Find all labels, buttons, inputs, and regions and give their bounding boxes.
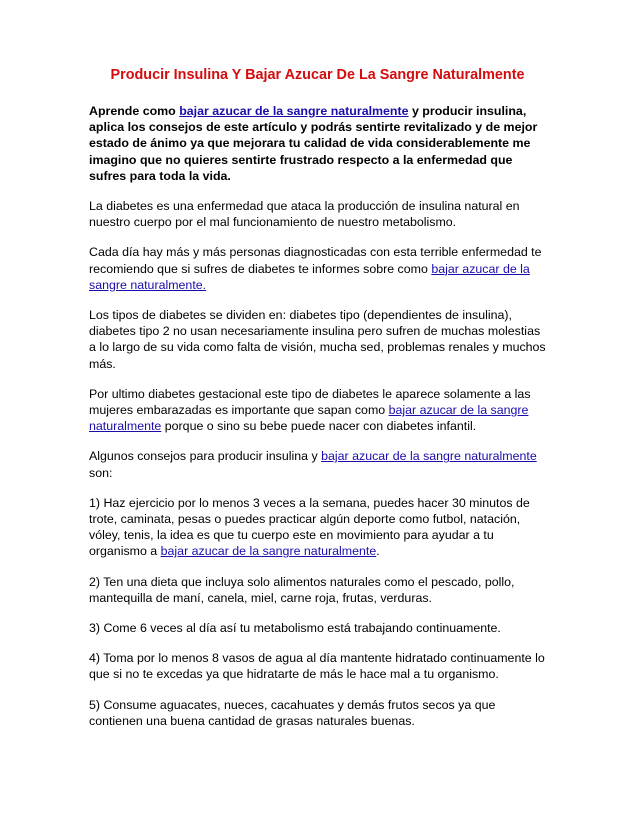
paragraph-text: Por ultimo diabetes gestacional este tipo de diabetes le aparece solamente a las mujeres embarazadas es importante que sapan como [89,386,531,418]
gestational-paragraph [89,386,546,435]
tip-2-paragraph [89,574,546,606]
tip-5-paragraph [89,697,546,729]
blood-sugar-link[interactable]: bajar azucar de la sangre naturalmente [321,449,537,464]
paragraph-text: 1) Haz ejercicio por lo menos 3 veces a la semana, puedes hacer 30 minutos de trote, caminata, pesas o puedes practicar algún deporte como futbol, natación, vóley, tenis, la idea es que tu cuerpo este en movimiento para ayudar a tu organismo a [89,495,530,559]
tip-1-paragraph [89,495,546,560]
diabetes-definition-paragraph [89,198,546,230]
paragraph-text: Cada día hay más y más personas diagnosticadas con esta terrible enfermedad te recomiendo que si sufres de diabetes te informes sobre como [89,245,542,276]
paragraph-text: 3) Come 6 veces al día así tu metabolismo está trabajando continuamente. [89,621,501,636]
paragraph-text: Aprende como [89,104,180,118]
paragraph-text: 2) Ten una dieta que incluya solo alimentos naturales como el pescado, pollo, mantequilla de maní, canela, miel, carne roja, frutas, verduras. [89,574,515,605]
blood-sugar-link[interactable]: bajar azucar de la sangre naturalmente. [89,261,530,292]
intro-paragraph [89,103,546,184]
blood-sugar-link[interactable]: bajar azucar de la sangre naturalmente [179,104,409,118]
blood-sugar-link[interactable]: bajar azucar de la sangre naturalmente [160,544,377,559]
paragraph-text: porque o sino su bebe puede nacer con diabetes infantil. [161,419,477,434]
paragraph-text: . [376,544,380,559]
paragraph-text: 5) Consume aguacates, nueces, cacahuates y demás frutos secos ya que contienen una buena cantidad de grasas naturales buenas. [89,697,496,728]
paragraph-text: son: [89,465,113,480]
paragraph-text: Algunos consejos para producir insulina y [89,449,322,464]
tips-intro-paragraph [89,448,546,480]
document-body [89,103,546,729]
tip-4-paragraph [89,650,546,682]
paragraph-text: 4) Toma por lo menos 8 vasos de agua al día mantente hidratado continuamente lo que si no te excedas ya que hidratarte de más le hace mal a tu organismo. [89,651,545,682]
tip-3-paragraph [89,620,546,636]
blood-sugar-link[interactable]: bajar azucar de la sangre naturalmente [89,403,529,434]
diabetes-types-paragraph [89,307,546,372]
paragraph-text: y producir insulina, aplica los consejos de este artículo y podrás sentirte revitalizado y de mejor estado de ánimo ya que mejorara tu calidad de vida considerablemente me imagino que no quieres sentirte frustrado respecto a la enfermedad que sufres para toda la vida. [89,104,538,183]
diagnosis-paragraph [89,244,546,293]
paragraph-text: La diabetes es una enfermedad que ataca la producción de insulina natural en nuestro cuerpo por el mal funcionamiento de nuestro metabolismo. [89,199,520,230]
paragraph-text: Los tipos de diabetes se dividen en: diabetes tipo (dependientes de insulina), diabetes tipo 2 no usan necesariamente insulina pero sufren de muchas molestias a lo largo de su vida como falta de visión, mucha sed, problemas renales y muchos más. [89,308,546,371]
page-title: Producir Insulina Y Bajar Azucar De La Sangre Naturalmente [110,67,525,83]
